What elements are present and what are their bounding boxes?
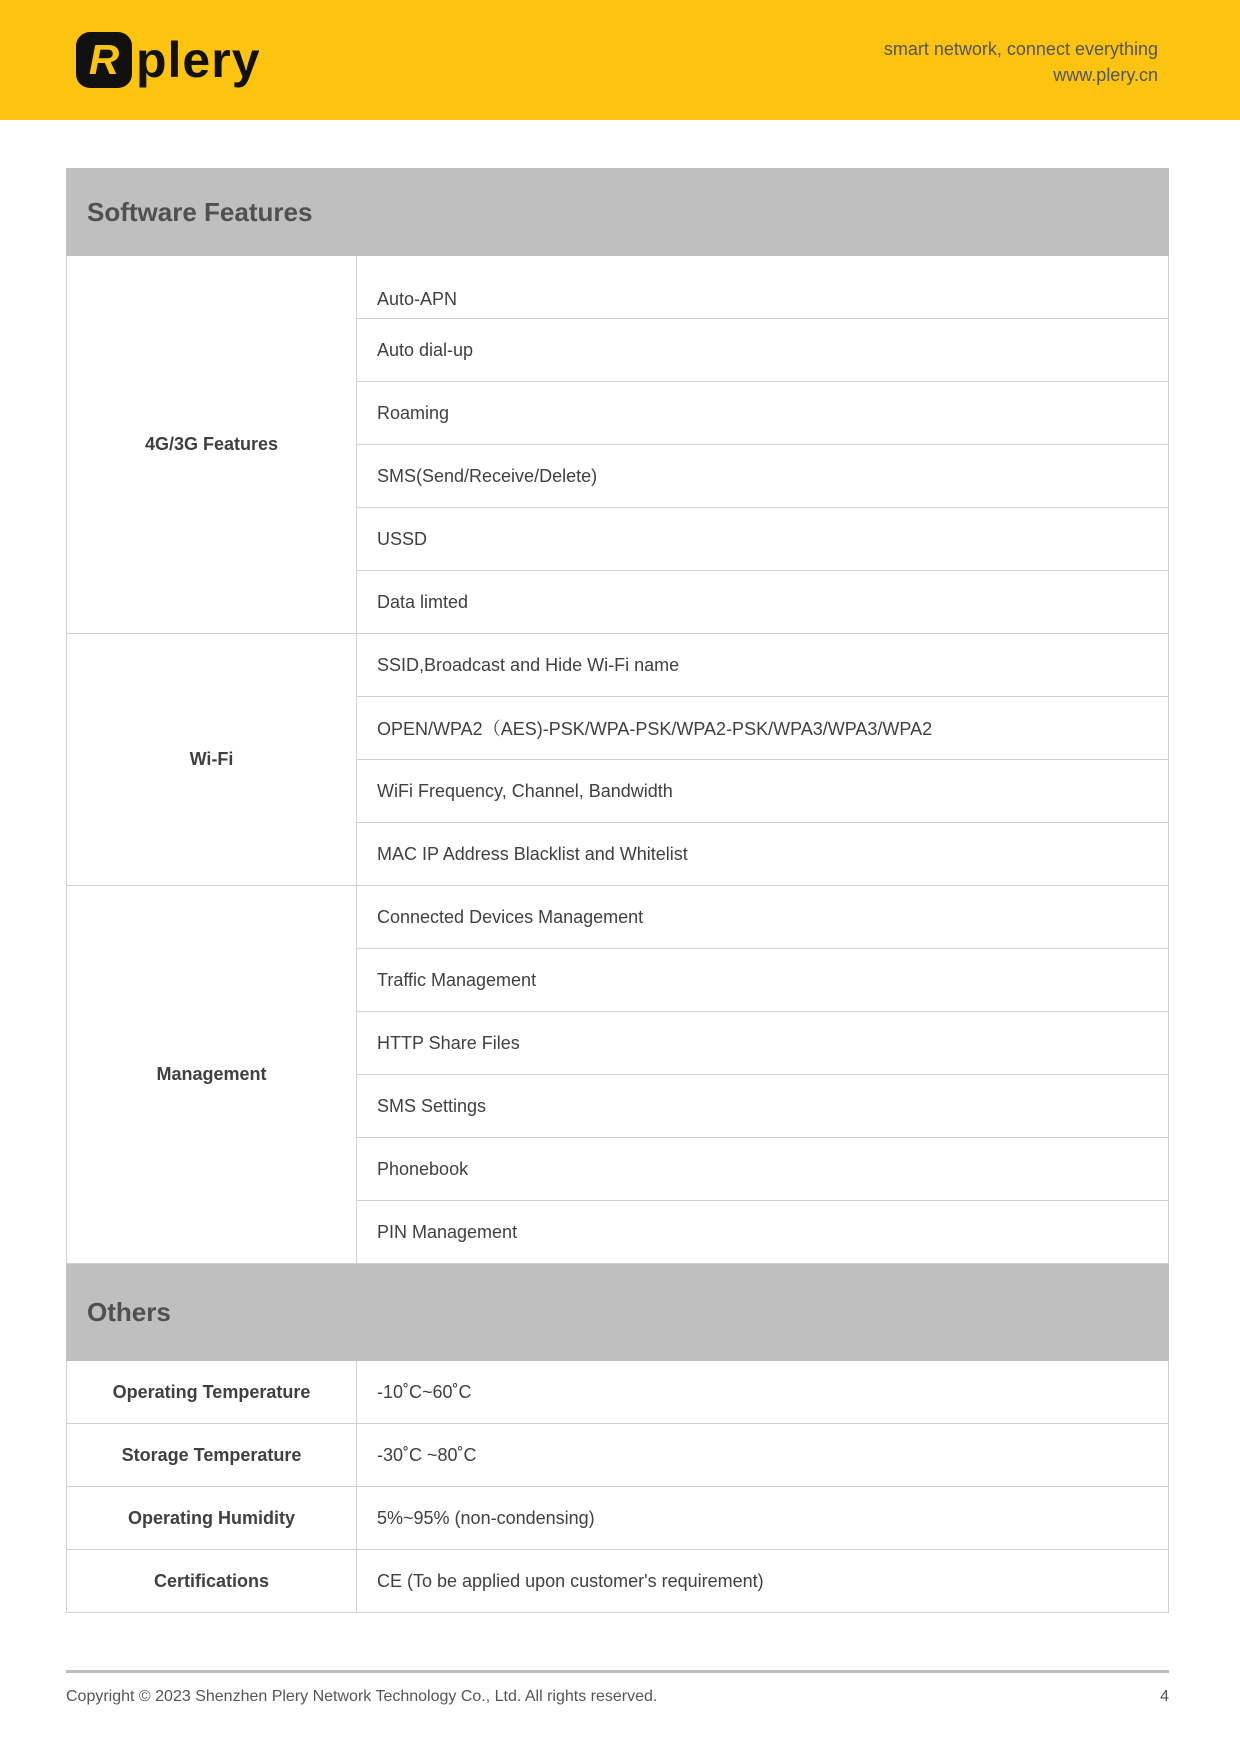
table-row — [67, 1550, 1169, 1613]
table-row — [67, 1424, 1169, 1487]
group-label: Management — [67, 886, 357, 1264]
feature-item: USSD — [357, 508, 1169, 571]
page-number: 4 — [1160, 1688, 1169, 1705]
feature-item: MAC IP Address Blacklist and Whitelist — [357, 823, 1169, 886]
feature-item: Data limted — [357, 571, 1169, 634]
section-header-software — [67, 169, 1169, 256]
feature-item: SMS Settings — [357, 1075, 1169, 1138]
spec-table — [66, 168, 1169, 1613]
spec-label: Certifications — [67, 1550, 357, 1613]
section-title: Others — [67, 1264, 1169, 1361]
plery-logo — [76, 32, 261, 88]
spec-label: Operating Humidity — [67, 1487, 357, 1550]
table-row — [67, 1487, 1169, 1550]
table-row — [67, 634, 1169, 697]
table-row — [67, 1361, 1169, 1424]
footer-divider — [66, 1670, 1169, 1673]
section-title: Software Features — [67, 169, 1169, 256]
feature-item: SSID,Broadcast and Hide Wi-Fi name — [357, 634, 1169, 697]
feature-item: SMS(Send/Receive/Delete) — [357, 445, 1169, 508]
feature-item: OPEN/WPA2（AES)-PSK/WPA-PSK/WPA2-PSK/WPA3/WPA3/WPA2 — [357, 697, 1169, 760]
spec-value: -30˚C ~80˚C — [357, 1424, 1169, 1487]
group-label: 4G/3G Features — [67, 256, 357, 634]
spec-value: -10˚C~60˚C — [357, 1361, 1169, 1424]
feature-item: Connected Devices Management — [357, 886, 1169, 949]
group-label: Wi-Fi — [67, 634, 357, 886]
spec-value: 5%~95% (non-condensing) — [357, 1487, 1169, 1550]
tagline: smart network, connect everything — [883, 39, 1158, 59]
feature-item: Auto-APN — [357, 256, 1169, 319]
spec-label: Operating Temperature — [67, 1361, 357, 1424]
logo-mark-icon: R — [76, 32, 132, 88]
spec-label: Storage Temperature — [67, 1424, 357, 1487]
feature-item: HTTP Share Files — [357, 1012, 1169, 1075]
header-tagline-block — [884, 36, 1158, 88]
table-row — [67, 886, 1169, 949]
feature-item: WiFi Frequency, Channel, Bandwidth — [357, 760, 1169, 823]
copyright: Copyright © 2023 Shenzhen Plery Network Technology Co., Ltd. All rights reserved. — [66, 1688, 658, 1705]
feature-item: Auto dial-up — [357, 319, 1169, 382]
website: www.plery.cn — [1053, 65, 1158, 85]
spec-value: CE (To be applied upon customer's requirement) — [357, 1550, 1169, 1613]
feature-item: Phonebook — [357, 1138, 1169, 1201]
feature-item: Roaming — [357, 382, 1169, 445]
table-row — [67, 256, 1169, 319]
feature-item: PIN Management — [357, 1201, 1169, 1264]
page-header — [0, 0, 1240, 120]
feature-item: Traffic Management — [357, 949, 1169, 1012]
section-header-others — [67, 1264, 1169, 1361]
logo-text: plery — [136, 32, 261, 88]
